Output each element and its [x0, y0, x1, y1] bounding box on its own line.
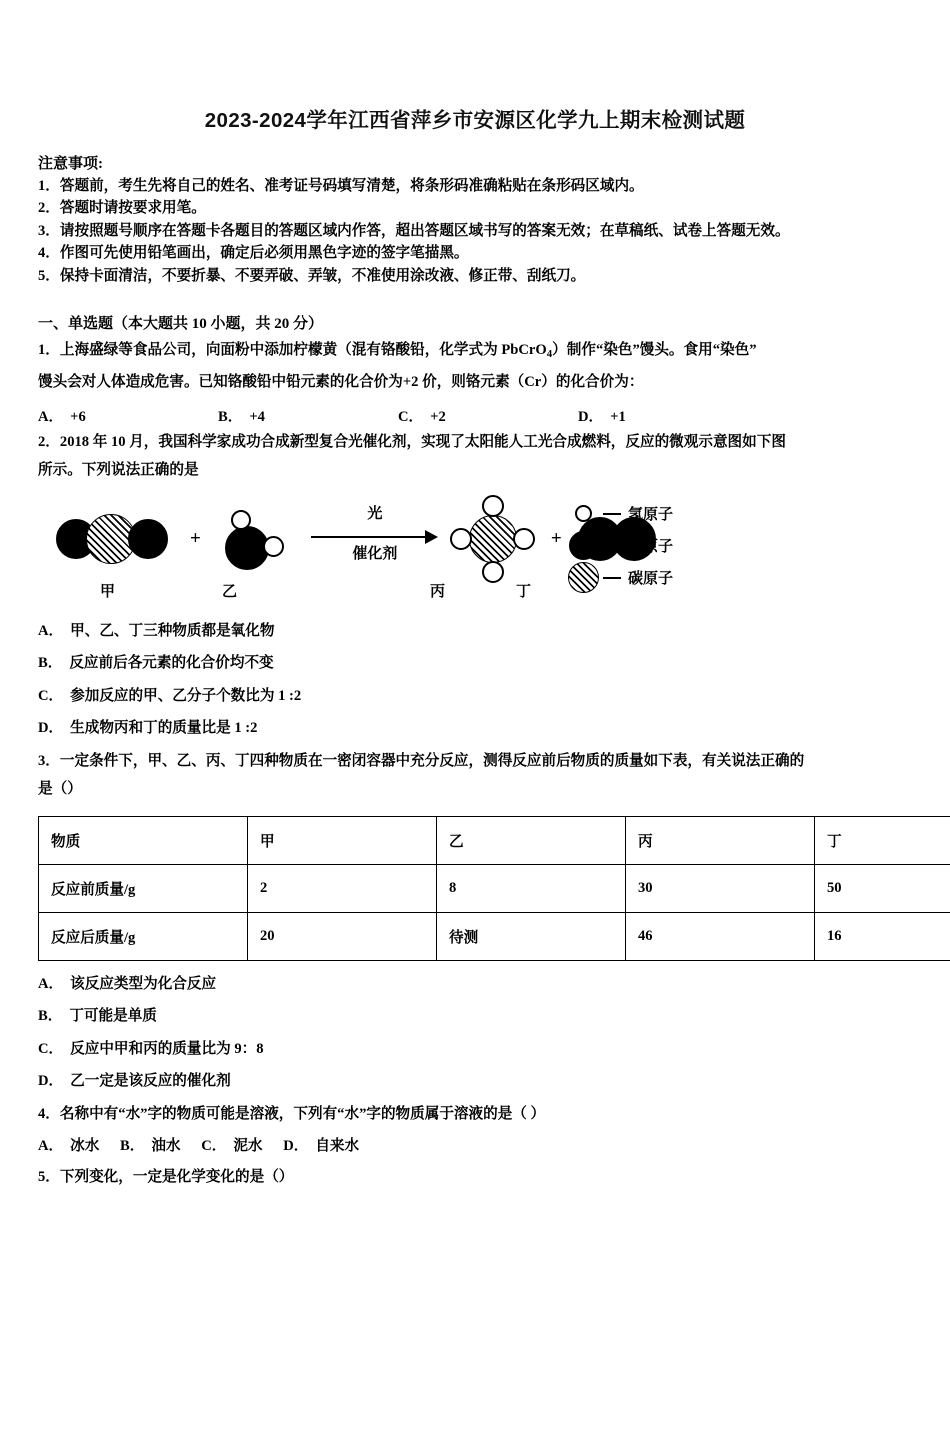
legend-dash: [603, 577, 621, 579]
option-letter: D．: [283, 1138, 308, 1154]
option-text: +4: [249, 409, 265, 425]
option-d[interactable]: [38, 1065, 912, 1097]
molecule-water: [217, 506, 291, 572]
molecule-carbon-dioxide: [56, 509, 174, 569]
notice-item: 1．答题前，考生先将自己的姓名、准考证号码填写清楚，将条形码准确粘贴在条形码区域内。: [38, 175, 912, 197]
molecule-label-yi: 乙: [222, 580, 237, 601]
legend-label: 氧原子: [628, 535, 673, 556]
plus-sign: +: [190, 529, 201, 548]
question-3-stem-line1: 3．一定条件下，甲、乙、丙、丁四种物质在一密闭容器中充分反应，测得反应前后物质的质量如下表，有关说法正确的: [38, 749, 912, 773]
option-text: 泥水: [233, 1138, 262, 1154]
option-letter: B．: [218, 409, 242, 425]
table-cell: 2: [248, 864, 437, 912]
option-letter: D．: [578, 409, 603, 425]
notice-item: 5．保持卡面清洁，不要折暴、不要弄破、弄皱，不准使用涂改液、修正带、刮纸刀。: [38, 265, 912, 287]
legend-label: 碳原子: [628, 567, 673, 588]
question-1-stem-part1: 1．上海盛绿等食品公司，向面粉中添加柠檬黄（混有铬酸铅，化学式为 PbCrO: [38, 342, 547, 358]
option-letter: A．: [38, 409, 63, 425]
formula-subscript: 4: [547, 348, 552, 360]
question-1-stem-part2: ）制作“染色”馒头。食用“染色”: [552, 342, 756, 358]
table-cell: 50: [815, 864, 950, 912]
option-text: 反应中甲和丙的质量比为 9：8: [70, 1041, 263, 1057]
option-d[interactable]: [38, 712, 912, 744]
option-letter: D．: [38, 720, 63, 736]
option-a[interactable]: [38, 1138, 103, 1154]
option-a[interactable]: [38, 968, 912, 1000]
option-c[interactable]: [398, 405, 578, 426]
table-cell: 反应后质量/g: [39, 912, 248, 960]
hydrogen-atom-icon: [482, 495, 504, 517]
molecule-label-jia: 甲: [100, 580, 115, 601]
table-cell: 16: [815, 912, 950, 960]
option-c[interactable]: [201, 1138, 266, 1154]
carbon-atom-icon: [469, 515, 517, 563]
notice-item: 3．请按照题号顺序在答题卡各题目的答题区域内作答，超出答题区域书写的答案无效；在草稿纸、试卷上答题无效。: [38, 220, 912, 242]
table-cell: 46: [626, 912, 815, 960]
option-a[interactable]: [38, 405, 218, 426]
question-3-options: [38, 968, 912, 1098]
option-text: 反应前后各元素的化合价均不变: [69, 655, 273, 671]
table-cell: 物质: [39, 816, 248, 864]
molecule-label-bing: 丙: [430, 580, 445, 601]
plus-sign: +: [551, 529, 562, 548]
option-text: +1: [610, 409, 626, 425]
oxygen-atom-icon: [569, 531, 598, 560]
option-a[interactable]: [38, 615, 912, 647]
legend-dash: [603, 513, 621, 515]
table-cell: 20: [248, 912, 437, 960]
hydrogen-atom-icon: [513, 528, 535, 550]
hydrogen-atom-icon: [263, 536, 284, 557]
option-text: 甲、乙、丁三种物质都是氧化物: [70, 623, 274, 639]
reaction-arrow: [307, 502, 443, 576]
exam-page: [0, 103, 950, 1189]
legend-item-hydrogen: [566, 498, 806, 530]
option-text: 冰水: [70, 1138, 99, 1154]
option-c[interactable]: [38, 680, 912, 712]
notice-item: 2．答题时请按要求用笔。: [38, 197, 912, 219]
question-2-stem-line1: 2．2018 年 10 月，我国科学家成功合成新型复合光催化剂，实现了太阳能人工光合成燃料，反应的微观示意图如下图: [38, 430, 912, 454]
page-title: 2023-2024学年江西省萍乡市安源区化学九上期末检测试题: [38, 103, 912, 133]
legend-dash: [603, 545, 621, 547]
option-letter: B．: [38, 655, 62, 671]
section-heading: 一、单选题（本大题共 10 小题，共 20 分）: [38, 312, 912, 333]
option-b[interactable]: [38, 647, 912, 679]
table-row: [39, 864, 950, 912]
option-text: +2: [430, 409, 446, 425]
option-letter: A．: [38, 623, 63, 639]
option-b[interactable]: [120, 1138, 184, 1154]
hydrogen-atom-icon: [575, 505, 592, 522]
oxygen-atom-icon: [128, 519, 168, 559]
arrow-line: [311, 536, 429, 538]
arrow-bottom-label: 催化剂: [307, 542, 443, 563]
table-cell: 8: [437, 864, 626, 912]
question-2-stem-line2: 所示。下列说法正确的是: [38, 458, 912, 482]
legend-label: 氢原子: [628, 503, 673, 524]
option-letter: C．: [398, 409, 423, 425]
question-2-options: [38, 615, 912, 745]
option-text: 生成物丙和丁的质量比是 1 :2: [70, 720, 257, 736]
legend-item-carbon: [566, 562, 806, 594]
option-d[interactable]: [283, 1138, 359, 1154]
option-d[interactable]: [578, 405, 758, 426]
table-cell: 丁: [815, 816, 950, 864]
diagram-legend: [566, 498, 806, 594]
option-letter: C．: [201, 1138, 226, 1154]
question-4-options: [38, 1132, 912, 1161]
table-row: [39, 816, 950, 864]
arrow-top-label: 光: [307, 502, 443, 523]
option-text: 该反应类型为化合反应: [70, 976, 216, 992]
option-b[interactable]: [218, 405, 398, 426]
table-cell: 乙: [437, 816, 626, 864]
molecule-label-ding: 丁: [516, 580, 531, 601]
question-4-stem: 4．名称中有“水”字的物质可能是溶液，下列有“水”字的物质属于溶液的是（ ）: [38, 1102, 912, 1126]
carbon-atom-icon: [568, 562, 599, 593]
option-letter: C．: [38, 1041, 63, 1057]
option-letter: B．: [38, 1008, 62, 1024]
option-text: 自来水: [315, 1138, 359, 1154]
question-3-stem-line2: 是（）: [38, 777, 912, 801]
option-c[interactable]: [38, 1033, 912, 1065]
mass-data-table: [38, 816, 950, 961]
option-text: 油水: [151, 1138, 180, 1154]
option-letter: B．: [120, 1138, 144, 1154]
question-5-stem: 5．下列变化，一定是化学变化的是（）: [38, 1165, 912, 1189]
molecule-labels: [38, 580, 598, 604]
question-1-options: [38, 405, 912, 426]
reaction-diagram: [38, 496, 912, 608]
question-1-stem: [38, 337, 912, 365]
option-text: +6: [70, 409, 86, 425]
option-text: 乙一定是该反应的催化剂: [70, 1073, 231, 1089]
table-cell: 反应前质量/g: [39, 864, 248, 912]
table-cell: 30: [626, 864, 815, 912]
option-letter: C．: [38, 688, 63, 704]
option-letter: A．: [38, 1138, 63, 1154]
table-cell: 甲: [248, 816, 437, 864]
table-cell: 丙: [626, 816, 815, 864]
notice-list: [38, 175, 912, 287]
table-cell: 待测: [437, 912, 626, 960]
option-letter: D．: [38, 1073, 63, 1089]
option-text: 参加反应的甲、乙分子个数比为 1 :2: [70, 688, 301, 704]
option-letter: A．: [38, 976, 63, 992]
molecule-methane: [449, 495, 535, 583]
question-1-stem-line2: 馒头会对人体造成危害。已知铬酸铅中铅元素的化合价为+2 价，则铬元素（Cr）的化合价为：: [38, 369, 912, 396]
legend-item-oxygen: [566, 530, 806, 562]
notice-item: 4．作图可先使用铅笔画出，确定后必须用黑色字迹的签字笔描黑。: [38, 242, 912, 264]
notice-heading: 注意事项:: [38, 152, 912, 173]
option-text: 丁可能是单质: [69, 1008, 157, 1024]
option-b[interactable]: [38, 1000, 912, 1032]
hydrogen-atom-icon: [231, 510, 251, 530]
hydrogen-atom-icon: [450, 528, 472, 550]
table-row: [39, 912, 950, 960]
